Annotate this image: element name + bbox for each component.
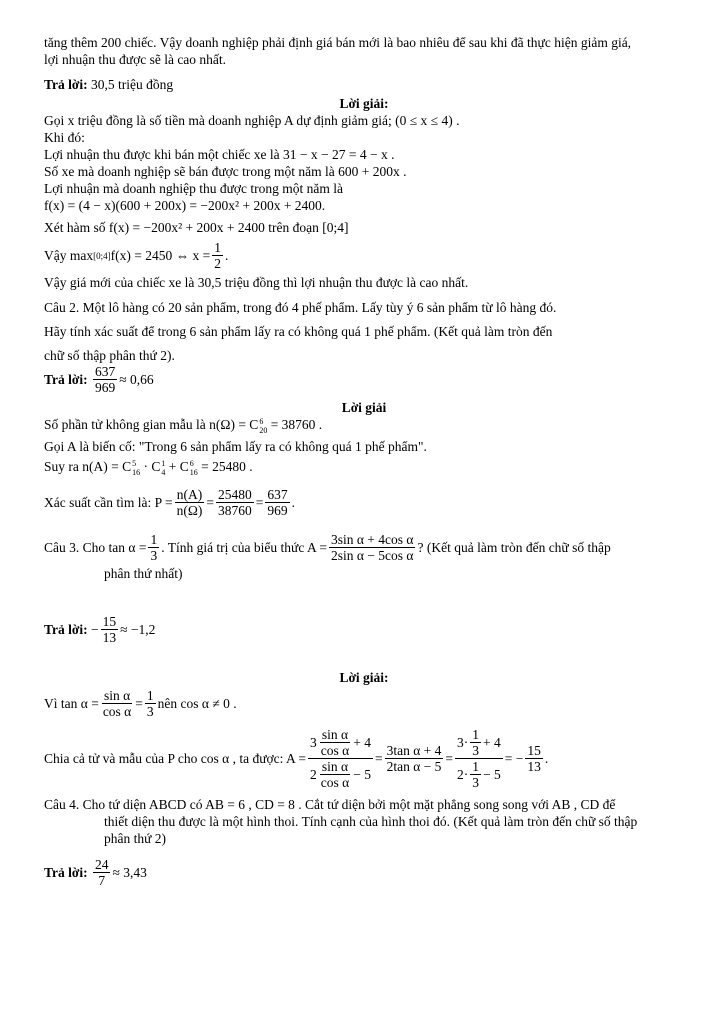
q1-solution-heading: Lời giải:: [339, 96, 389, 111]
frac-den: 13: [527, 758, 541, 774]
q2-solution-heading: Lời giải: [341, 400, 387, 415]
q2-sol-line-1: [44, 416, 684, 435]
frac-num: 25480: [218, 486, 252, 502]
comb-sub: 16: [132, 467, 141, 477]
answer-label: Trả lời:: [44, 372, 88, 387]
frac-den: 3: [472, 742, 480, 758]
q4-answer: [44, 857, 684, 888]
dot: .: [544, 750, 549, 766]
q2-comb-1: [132, 459, 140, 477]
q2-answer: [44, 364, 684, 395]
coef: 3: [310, 734, 317, 750]
q3-t2: . Tính giá trị của biểu thức A =: [161, 539, 327, 555]
q3-big-frac-1: [308, 727, 373, 790]
q2-text-1: Câu 2. Một lô hàng có 20 sản phẩm, trong đó 4 phế phẩm. Lấy tùy ý 6 sản phẩm từ lô hàng đó.: [44, 300, 557, 315]
q4-answer-fraction: [93, 857, 111, 888]
q2-ans-approx: ≈ 0,66: [119, 372, 154, 387]
term: + 4: [353, 734, 371, 750]
q1-frac-den: 2: [214, 256, 221, 271]
frac-den: cos α: [320, 774, 350, 790]
coef: 3·: [457, 734, 469, 750]
coef: 2: [310, 766, 317, 782]
frac-num: 1: [150, 531, 158, 547]
q2-s3-end: = 25480 .: [197, 458, 253, 474]
q2-ans-num: 637: [94, 364, 116, 379]
frac-den: 2sin α − 5cos α: [330, 547, 414, 563]
inner-frac: [470, 759, 481, 790]
q3-t3: ? (Kết quả làm tròn đến chữ số thập: [417, 539, 611, 555]
q1-max-text: Vậy max: [44, 248, 94, 263]
q3-s1-frac-1: [101, 688, 133, 719]
frac-num: 15: [527, 742, 541, 758]
q3-expr-frac: [329, 532, 416, 563]
q3-s2-a: Chia cả tử và mẫu của P cho cos α , ta được: A =: [44, 750, 307, 766]
q1-sol-line-9: Vậy giá mới của chiếc xe là 30,5 triệu đồng thì lợi nhuận thu được là cao nhất.: [44, 275, 469, 290]
q2-sol-line-3: [44, 458, 684, 477]
q1-max-expr: f(x) = 2450 ⇔ x =: [110, 248, 211, 263]
q3-s1-a: Vì tan α =: [44, 695, 99, 711]
q1-fraction: [212, 240, 223, 271]
q2-s3-b: · C: [140, 458, 161, 474]
q2-sol-line-2: Gọi A là biến cố: "Trong 6 sản phẩm lấy ra có không quá 1 phế phẩm".: [44, 438, 427, 454]
frac-den: 3: [472, 774, 480, 790]
equals-sign: =: [374, 750, 383, 766]
q1-sol-line-5: Lợi nhuận mà doanh nghiệp thu được trong một năm là: [44, 181, 344, 196]
term: − 5: [353, 766, 371, 782]
q3-ans-approx: ≈ −1,2: [120, 621, 156, 637]
frac-den: 969: [267, 502, 288, 518]
frac-num: [308, 727, 373, 759]
q1-dot: .: [224, 248, 229, 263]
q1-sol-line-3: Lợi nhuận thu được khi bán một chiếc xe là 31 − x − 27 = 4 − x .: [44, 147, 395, 162]
q4-text-2: thiết diện thu được là một hình thoi. Tính cạnh của hình thoi đó. (Kết quả làm tròn đến chữ số thập: [104, 813, 638, 829]
q2-sol-line-4: [44, 487, 684, 518]
q3-answer-fraction: [101, 614, 119, 645]
q4-ans-approx: ≈ 3,43: [112, 864, 147, 880]
q3-solution-heading: Lời giải:: [339, 669, 389, 685]
q3-t1: Câu 3. Cho tan α =: [44, 539, 147, 555]
frac-num: 15: [102, 613, 117, 629]
comb-sup: 6: [259, 416, 264, 426]
term: − 5: [483, 766, 501, 782]
q2-text-2: Hãy tính xác suất để trong 6 sản phẩm lấy ra có không quá 1 phế phẩm. (Kết quả làm tròn đến: [44, 324, 553, 339]
q1-sol-line-6: f(x) = (4 − x)(600 + 200x) = −200x² + 200x + 2400.: [44, 198, 326, 213]
frac-num: n(A): [176, 486, 203, 502]
frac-den: [308, 759, 373, 790]
q2-s1-end: = 38760 .: [267, 417, 323, 432]
q3-big-frac-3: [455, 727, 503, 790]
q3-s1-b: nên cos α ≠ 0 .: [157, 695, 237, 711]
q3-tan-frac: [148, 532, 159, 563]
equals-sign: =: [255, 494, 264, 510]
frac-den: cos α: [102, 703, 132, 719]
frac-num: sin α: [321, 726, 349, 742]
comb-sup: 5: [132, 458, 137, 468]
q3-result-prefix: = −: [504, 750, 524, 766]
frac-den: n(Ω): [176, 502, 203, 518]
q1-frac-num: 1: [214, 240, 221, 255]
inner-frac: [319, 759, 351, 790]
q4-text-3: phân thứ 2): [104, 830, 167, 846]
frac-den: 38760: [218, 502, 252, 518]
answer-label: Trả lời:: [44, 77, 88, 92]
q1-sol-line-1: Gọi x triệu đồng là số tiền mà doanh nghiệp A dự định giảm giá; (0 ≤ x ≤ 4) .: [44, 113, 460, 128]
q1-sol-line-2: Khi đó:: [44, 130, 85, 145]
q3-ans-minus: −: [90, 621, 99, 637]
frac-den: cos α: [320, 742, 350, 758]
equals-sign: =: [206, 494, 214, 510]
frac-num: sin α: [321, 758, 349, 774]
q3-result-frac: [525, 743, 543, 774]
frac-den: 3: [150, 547, 158, 563]
q4-text-1: Câu 4. Cho tứ diện ABCD có AB = 6 , CD = 8 . Cắt tứ diện bởi một mặt phẳng song song với AB , CD để: [44, 796, 616, 812]
frac-num: 637: [267, 486, 288, 502]
inner-frac: [470, 727, 481, 758]
q2-s3-c: + C: [165, 458, 189, 474]
frac-den: 3: [146, 703, 154, 719]
q3-big-frac-2: [385, 743, 444, 774]
q3-sol-line-2: [44, 727, 684, 790]
q2-s4-text: Xác suất cần tìm là: P =: [44, 494, 173, 510]
intro-line-1: tăng thêm 200 chiếc. Vậy doanh nghiệp phải định giá bán mới là bao nhiêu để sau khi đã thực hiện giảm giá,: [44, 35, 632, 50]
q2-frac-1: [175, 487, 205, 518]
dot: .: [291, 494, 295, 510]
frac-num: 24: [94, 856, 109, 872]
q1-answer-value: 30,5 triệu đồng: [90, 77, 174, 92]
q1-sol-line-4: Số xe mà doanh nghiệp sẽ bán được trong một năm là 600 + 200x .: [44, 164, 407, 179]
q1-sol-line-8: Vậy max [0;4] f(x) = 2450 ⇔ x = $\frac{1}{2}$ .: [44, 240, 229, 271]
q2-comb-3: [190, 459, 198, 477]
q1-sol-line-7: Xét hàm số f(x) = −200x² + 200x + 2400 trên đoạn [0;4]: [44, 220, 349, 235]
frac-num: 1: [472, 726, 480, 742]
comb-sup: 1: [161, 458, 166, 468]
frac-num: 1: [472, 758, 480, 774]
comb-sup: 6: [189, 458, 194, 468]
coef: 2·: [457, 766, 469, 782]
q3-sol-line-1: [44, 688, 684, 719]
frac-den: 7: [98, 872, 106, 888]
equals-sign: =: [445, 750, 454, 766]
frac-den: 2tan α − 5: [386, 758, 442, 774]
term: + 4: [483, 734, 501, 750]
frac-num: 1: [146, 687, 154, 703]
frac-den: 13: [102, 629, 117, 645]
q2-ans-den: 969: [94, 380, 116, 395]
comb-sub: 20: [259, 425, 268, 435]
document-page: [44, 34, 684, 888]
q2-frac-2: [216, 487, 254, 518]
q2-answer-fraction: [93, 364, 117, 395]
frac-num: sin α: [103, 687, 131, 703]
equals-sign: =: [135, 695, 143, 711]
q2-frac-3: [265, 487, 289, 518]
frac-den: [455, 759, 503, 790]
frac-num: 3sin α + 4cos α: [330, 531, 414, 547]
intro-line-2: lợi nhuận thu được sẽ là cao nhất.: [44, 52, 227, 67]
q2-text-3: chữ số thập phân thứ 2).: [44, 348, 175, 363]
frac-num: [455, 727, 503, 759]
q3-answer: [44, 614, 684, 645]
q3-question-line-1: [44, 532, 684, 563]
answer-label: Trả lời:: [44, 864, 88, 880]
inner-frac: [319, 727, 351, 758]
comb-sub: 4: [161, 467, 166, 477]
frac-num: 3tan α + 4: [386, 742, 442, 758]
comb-sub: 16: [189, 467, 198, 477]
q2-s1-text: Số phần tử không gian mẫu là n(Ω) = C: [44, 417, 259, 432]
answer-label: Trả lời:: [44, 621, 88, 637]
q3-question-line-2: phân thứ nhất): [104, 565, 183, 581]
q3-s1-frac-2: [145, 688, 156, 719]
q1-answer: [44, 76, 684, 93]
q2-s3-a: Suy ra n(A) = C: [44, 458, 132, 474]
